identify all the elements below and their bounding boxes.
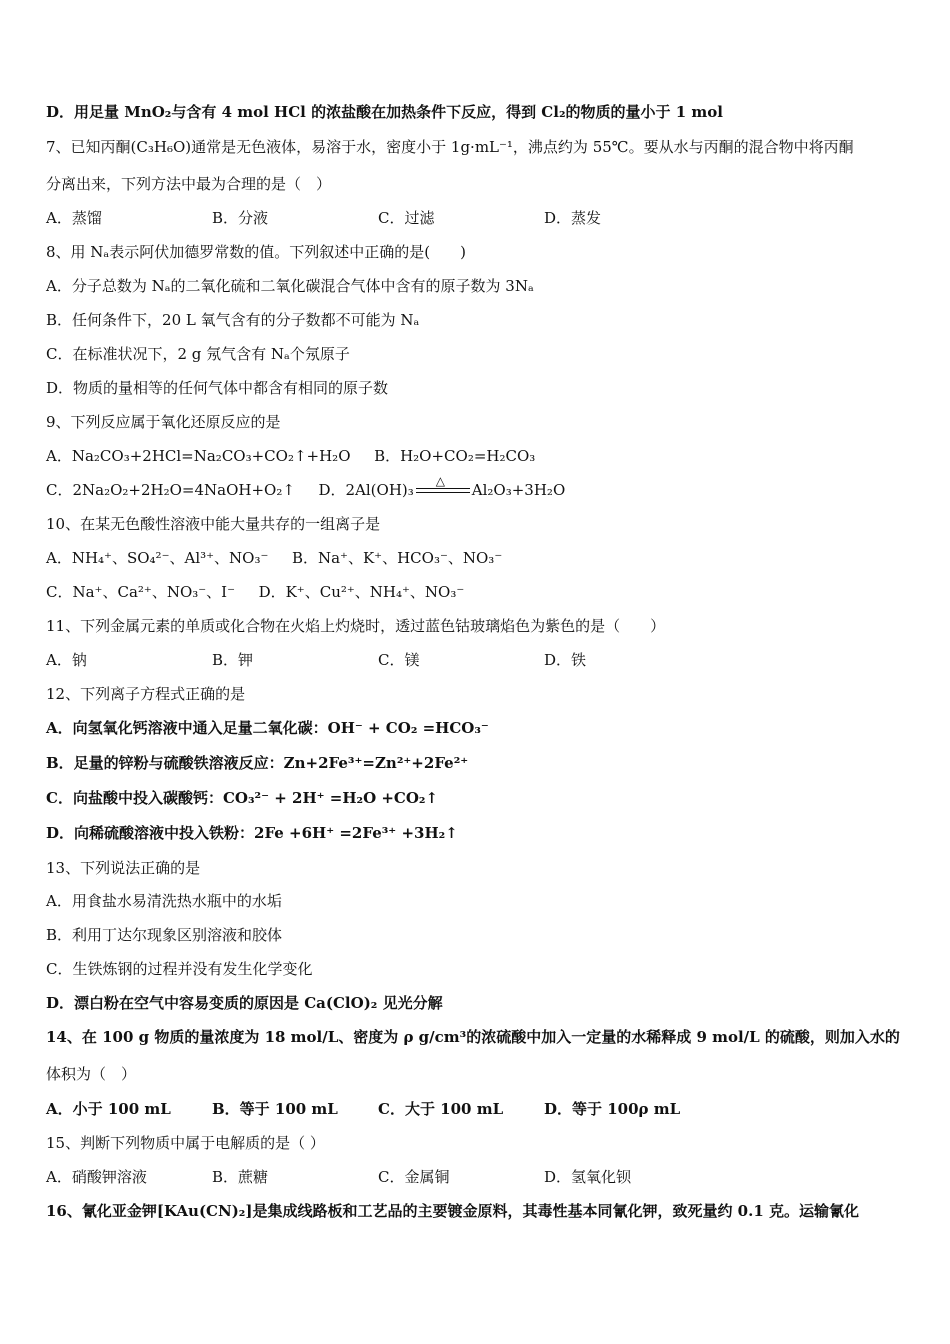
q15-option-c: C．金属铜: [378, 1168, 450, 1186]
q7-option-c: C．过滤: [378, 209, 435, 227]
q11-option-c: C．镁: [378, 651, 420, 669]
q8-option-a: A．分子总数为 Nₐ的二氧化硫和二氧化碳混合气体中含有的原子数为 3Nₐ: [46, 277, 534, 295]
q10-option-d: D．K⁺、Cu²⁺、NH₄⁺、NO₃⁻: [258, 583, 465, 601]
q7-option-a: A．蒸馏: [46, 209, 102, 227]
q15-option-b: B．蔗糖: [212, 1168, 269, 1186]
q9-option-b: B．H₂O+CO₂=H₂CO₃: [374, 447, 536, 465]
q13-stem: 13、下列说法正确的是: [46, 859, 201, 877]
q10-option-c: C．Na⁺、Ca²⁺、NO₃⁻、I⁻: [46, 583, 236, 601]
q7-options: [46, 208, 710, 228]
q8-stem: 8、用 Nₐ表示阿伏加德罗常数的值。下列叙述中正确的是( ): [46, 243, 466, 261]
q15-option-a: A．硝酸钾溶液: [46, 1168, 147, 1186]
q9-options-ab: [46, 446, 535, 466]
q14-stem-line1: 14、在 100 g 物质的量浓度为 18 mol/L、密度为 ρ g/cm³的浓硫酸中加入一定量的水稀释成 9 mol/L 的硫酸，则加入水的: [46, 1028, 900, 1046]
q13-option-b: B．利用丁达尔现象区别溶液和胶体: [46, 926, 283, 944]
q8-option-b: B．任何条件下，20 L 氧气含有的分子数都不可能为 Nₐ: [46, 311, 420, 329]
q15-stem: 15、判断下列物质中属于电解质的是（ ）: [46, 1134, 325, 1152]
heating-equals-sign: [414, 474, 472, 498]
q16-stem-line1: 16、氰化亚金钾[KAu(CN)₂]是集成线路板和工艺品的主要镀金原料，其毒性基本同氰化钾，致死量约 0.1 克。运输氰化: [46, 1202, 860, 1220]
q10-option-b: B．Na⁺、K⁺、HCO₃⁻、NO₃⁻: [291, 549, 503, 567]
q13-option-a: A．用食盐水易清洗热水瓶中的水垢: [46, 892, 282, 910]
q7-option-d: D．蒸发: [544, 209, 602, 227]
q13-option-c: C．生铁炼钢的过程并没有发生化学变化: [46, 960, 313, 978]
q8-option-d: D．物质的量相等的任何气体中都含有相同的原子数: [46, 379, 389, 397]
q11-option-d: D．铁: [544, 651, 587, 669]
q15-options: [46, 1167, 710, 1187]
q12-stem: 12、下列离子方程式正确的是: [46, 685, 246, 703]
q9-options-cd: [46, 474, 566, 500]
q13-option-d: D．漂白粉在空气中容易变质的原因是 Ca(ClO)₂ 见光分解: [46, 994, 443, 1012]
q14-stem-line2: 体积为（ ）: [46, 1065, 137, 1083]
q14-option-a: A．小于 100 mL: [46, 1100, 171, 1118]
q7-stem-line1: 7、已知丙酮(C₃H₆O)通常是无色液体，易溶于水，密度小于 1g·mL⁻¹，沸点约为 55℃。要从水与丙酮的混合物中将丙酮: [46, 138, 854, 156]
q14-option-c: C．大于 100 mL: [378, 1100, 504, 1118]
q11-option-b: B．钾: [212, 651, 254, 669]
q14-options: [46, 1099, 710, 1119]
q9-option-a: A．Na₂CO₃+2HCl=Na₂CO₃+CO₂↑+H₂O: [46, 447, 351, 465]
q12-option-b: B．足量的锌粉与硫酸铁溶液反应：Zn+2Fe³⁺=Zn²⁺+2Fe²⁺: [46, 754, 469, 772]
delta-symbol: △: [435, 474, 446, 488]
q14-option-b: B．等于 100 mL: [212, 1100, 338, 1118]
q11-options: [46, 650, 710, 670]
q11-option-a: A．钠: [46, 651, 87, 669]
q9-option-d-right: Al₂O₃+3H₂O: [471, 481, 566, 499]
q15-option-d: D．氢氧化钡: [544, 1168, 632, 1186]
q12-option-a: A．向氢氧化钙溶液中通入足量二氧化碳：OH⁻ + CO₂ =HCO₃⁻: [46, 719, 489, 737]
q10-options-cd: [46, 582, 464, 602]
q9-option-d-left: D．2Al(OH)₃: [318, 481, 414, 499]
q11-stem: 11、下列金属元素的单质或化合物在火焰上灼烧时，透过蓝色钴玻璃焰色为紫色的是（ ）: [46, 617, 666, 635]
q9-stem: 9、下列反应属于氧化还原反应的是: [46, 413, 281, 431]
q8-option-c: C．在标准状况下，2 g 氖气含有 Nₐ个氖原子: [46, 345, 350, 363]
q7-stem-line2: 分离出来，下列方法中最为合理的是（ ）: [46, 175, 332, 193]
q9-option-c: C．2Na₂O₂+2H₂O=4NaOH+O₂↑: [46, 481, 295, 499]
q12-option-d: D．向稀硫酸溶液中投入铁粉：2Fe +6H⁺ =2Fe³⁺ +3H₂↑: [46, 824, 458, 842]
q14-option-d: D．等于 100ρ mL: [544, 1100, 681, 1118]
q10-option-a: A．NH₄⁺、SO₄²⁻、Al³⁺、NO₃⁻: [46, 549, 269, 567]
q10-options-ab: [46, 548, 502, 568]
q7-option-b: B．分液: [212, 209, 269, 227]
q6-option-d: D．用足量 MnO₂与含有 4 mol HCl 的浓盐酸在加热条件下反应，得到 Cl₂的物质的量小于 1 mol: [46, 103, 723, 121]
q12-option-c: C．向盐酸中投入碳酸钙：CO₃²⁻ + 2H⁺ =H₂O +CO₂↑: [46, 789, 439, 807]
q10-stem: 10、在某无色酸性溶液中能大量共存的一组离子是: [46, 515, 381, 533]
